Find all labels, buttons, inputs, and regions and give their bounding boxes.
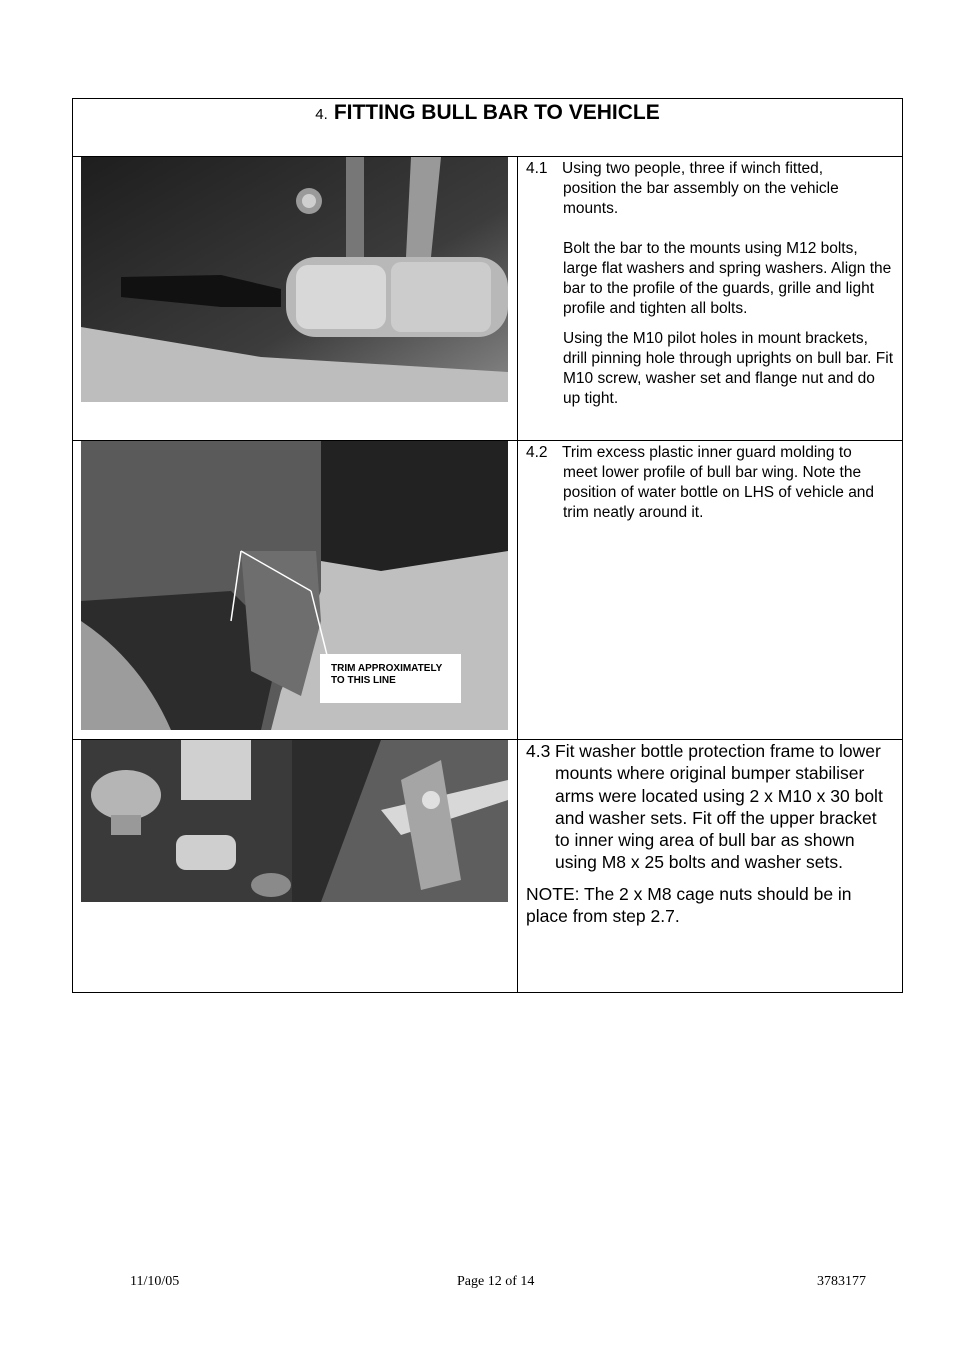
section-number: 4. [315,106,328,123]
instruction-table [72,98,903,993]
footer-date: 11/10/05 [130,1274,180,1289]
step-row-4-2 [73,441,902,740]
photo-label-line1: TRIM APPROXIMATELY [331,663,443,674]
step-text-first-line: Using two people, three if winch fitted, [562,160,824,177]
photo-washer-bottle-frame [81,740,508,902]
section-title: FITTING BULL BAR TO VEHICLE [333,101,660,124]
step-row-4-3 [73,740,902,992]
step-paragraph: Using the M10 pilot holes in mount brackets, drill pinning hole through uprights on bull bar. Fit M10 screw, washer set and flange nut and do up tight. [563,330,894,407]
photo-cell [73,740,518,992]
photo-drilling-mount [81,157,508,402]
step-number: 4.3 [526,741,551,761]
step-text-first-line: Trim excess plastic inner guard molding to [562,444,852,461]
step-text-continuation: position the bar assembly on the vehicle mounts. [563,180,839,217]
step-text-continuation: meet lower profile of bull bar wing. Note the position of water bottle on LHS of vehicle and trim neatly around it. [563,464,875,521]
photo-cell [73,441,518,739]
footer-page-number: Page 12 of 14 [457,1274,535,1289]
step-number: 4.2 [526,444,548,461]
photo-label-line2: TO THIS LINE [331,675,396,686]
step-row-4-1 [73,157,902,441]
text-cell [518,740,902,927]
step-text: Fit washer bottle protection frame to lower mounts where original bumper stabiliser arms were located using 2 x M10 x 30 bolt and washer sets. Fit off the upper bracket to inner wing area of bull bar as shown using M8 x 25 bolts and washer sets. [555,741,883,873]
step-note: NOTE: The 2 x M8 cage nuts should be in place from step 2.7. [526,883,852,927]
photo-cell [73,157,518,440]
step-number: 4.1 [526,160,548,177]
section-header [73,99,902,157]
text-cell [518,441,902,523]
footer-document-number: 3783177 [817,1274,866,1289]
step-paragraph: Bolt the bar to the mounts using M12 bolts, large flat washers and spring washers. Align the bar to the profile of the guards, grille and light profile and tighten all bolts. [563,240,892,317]
text-cell [518,157,902,409]
photo-inner-guard-trim [81,441,508,730]
